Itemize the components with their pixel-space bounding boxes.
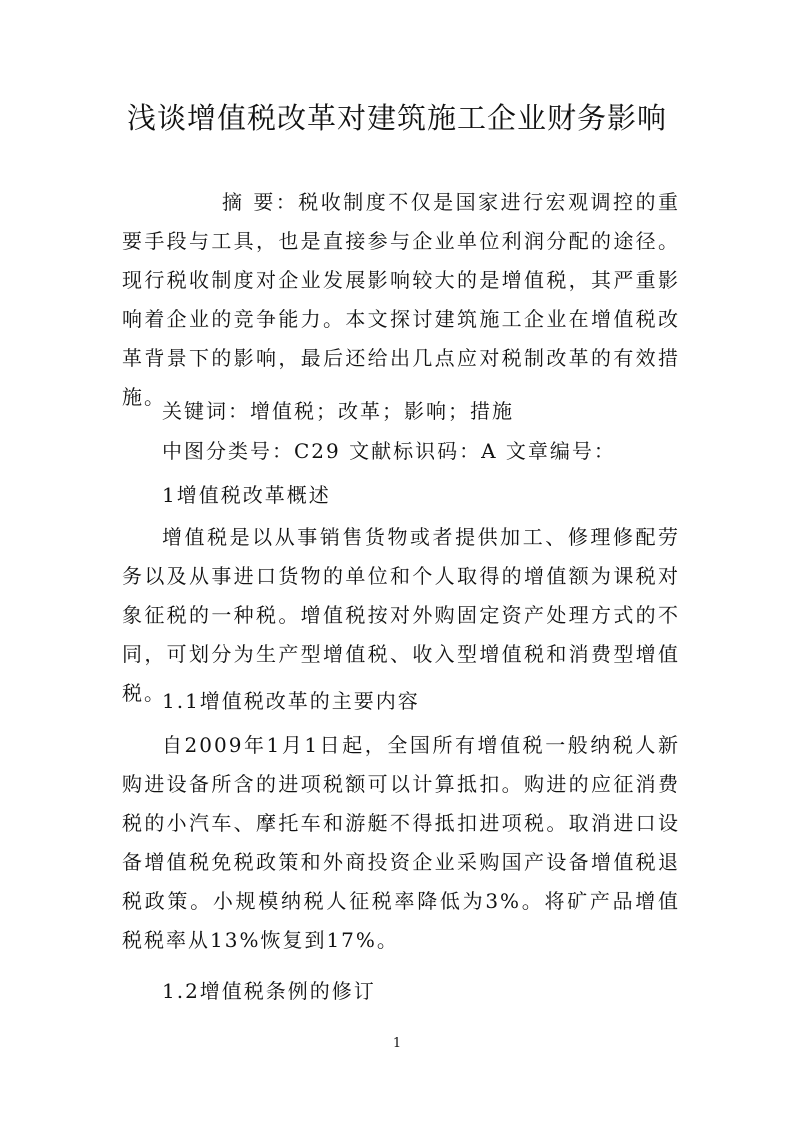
section-heading-1-2: 1.2增值税条例的修订: [162, 979, 376, 1003]
document-title: 浅谈增值税改革对建筑施工企业财务影响: [126, 101, 667, 135]
keywords-line: 关键词：增值税；改革；影响；措施: [162, 399, 514, 423]
section-heading-1-1: 1.1增值税改革的主要内容: [162, 689, 420, 713]
page-number: 1: [392, 1036, 402, 1051]
classification-line: 中图分类号：C29 文献标识码：A 文章编号：: [162, 439, 616, 463]
section-heading-1: 1增值税改革概述: [162, 483, 331, 507]
section-1-1-paragraph: 自2009年1月1日起，全国所有增值税一般纳税人新购进设备所含的进项税额可以计算抵扣。购进的应征消费税的小汽车、摩托车和游艇不得抵扣进项税。取消进口设备增值税免税政策和外商投资企业采购国产设备增值税退税政策。小规模纳税人征税率降低为3%。将矿产品增值税税率从13%恢复到17%。: [122, 733, 680, 952]
abstract-paragraph: 摘 要：税收制度不仅是国家进行宏观调控的重要手段与工具，也是直接参与企业单位利润分配的途径。现行税收制度对企业发展影响较大的是增值税，其严重影响着企业的竞争能力。本文探讨建筑施工企业在增值税改革背景下的影响，最后还给出几点应对税制改革的有效措施。: [122, 190, 680, 409]
section-1-paragraph: 增值税是以从事销售货物或者提供加工、修理修配劳务以及从事进口货物的单位和个人取得的增值额为课税对象征税的一种税。增值税按对外购固定资产处理方式的不同，可划分为生产型增值税、收入型增值税和消费型增值税。: [122, 525, 680, 705]
